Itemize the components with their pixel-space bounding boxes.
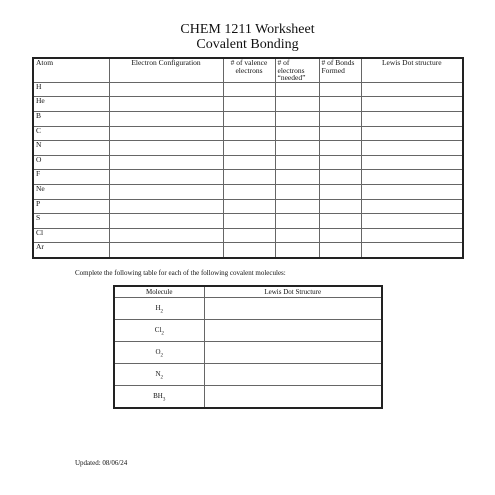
electron-config-cell[interactable] [109,155,223,170]
bonds-cell[interactable] [319,97,361,112]
molecule-subscript: 2 [160,309,164,315]
valence-cell[interactable] [223,141,275,156]
molecule-lewis-cell[interactable] [204,298,382,320]
header-atom: Atom [33,58,109,82]
atom-symbol-cell: Ne [33,184,109,199]
valence-cell[interactable] [223,82,275,97]
needed-cell[interactable] [275,126,319,141]
atom-row [33,82,463,97]
atom-row [33,214,463,229]
molecule-subscript: 2 [161,331,164,337]
atom-row [33,155,463,170]
bonds-cell[interactable] [319,199,361,214]
worksheet-subtitle: Covalent Bonding [196,37,299,52]
lewis-cell[interactable] [361,199,463,214]
electron-config-cell[interactable] [109,111,223,126]
atom-symbol-cell: H [33,82,109,97]
molecule-row [114,386,382,409]
lewis-cell[interactable] [361,214,463,229]
valence-cell[interactable] [223,199,275,214]
updated-date: Updated: 08/06/24 [75,459,128,467]
molecule-formula-cell [114,342,204,364]
header-lewis-dot-structure: Lewis Dot Structure [204,286,382,298]
needed-cell[interactable] [275,228,319,243]
valence-cell[interactable] [223,126,275,141]
bonds-cell[interactable] [319,111,361,126]
bonds-cell[interactable] [319,141,361,156]
atom-symbol-cell: N [33,141,109,156]
electron-config-cell[interactable] [109,141,223,156]
valence-cell[interactable] [223,155,275,170]
lewis-cell[interactable] [361,184,463,199]
atom-symbol-cell: S [33,214,109,229]
bonds-cell[interactable] [319,184,361,199]
molecule-table-header-row [114,286,382,298]
valence-cell[interactable] [223,97,275,112]
needed-cell[interactable] [275,170,319,185]
needed-cell[interactable] [275,97,319,112]
bonds-cell[interactable] [319,170,361,185]
atom-symbol-cell: F [33,170,109,185]
molecule-lewis-cell[interactable] [204,320,382,342]
valence-cell[interactable] [223,228,275,243]
valence-cell[interactable] [223,184,275,199]
valence-cell[interactable] [223,214,275,229]
molecule-formula: Cl [154,326,162,335]
header-valence-electrons: # of valence electrons [223,58,275,82]
atom-symbol-cell: O [33,155,109,170]
electron-config-cell[interactable] [109,184,223,199]
atom-table [32,57,464,259]
atom-row [33,228,463,243]
molecule-subscript: 3 [162,397,166,403]
molecule-formula: N [155,370,161,379]
lewis-cell[interactable] [361,155,463,170]
bonds-cell[interactable] [319,214,361,229]
molecule-table [113,285,383,409]
needed-cell[interactable] [275,155,319,170]
atom-row [33,199,463,214]
atom-symbol-cell: P [33,199,109,214]
lewis-cell[interactable] [361,243,463,258]
worksheet-title: CHEM 1211 Worksheet [180,22,315,37]
electron-config-cell[interactable] [109,199,223,214]
electron-config-cell[interactable] [109,82,223,97]
bonds-cell[interactable] [319,82,361,97]
lewis-cell[interactable] [361,82,463,97]
lewis-cell[interactable] [361,170,463,185]
molecule-lewis-cell[interactable] [204,364,382,386]
molecule-subscript: 2 [160,353,164,359]
needed-cell[interactable] [275,184,319,199]
molecule-row [114,364,382,386]
header-lewis-dot: Lewis Dot structure [361,58,463,82]
bonds-cell[interactable] [319,126,361,141]
molecule-formula-cell [114,364,204,386]
molecule-row [114,298,382,320]
electron-config-cell[interactable] [109,170,223,185]
atom-symbol-cell: Ar [33,243,109,258]
bonds-cell[interactable] [319,228,361,243]
needed-cell[interactable] [275,82,319,97]
lewis-cell[interactable] [361,97,463,112]
atom-row [33,126,463,141]
needed-cell[interactable] [275,214,319,229]
valence-cell[interactable] [223,170,275,185]
molecule-formula-cell [114,298,204,320]
header-electrons-needed: # of electrons “needed” [275,58,319,82]
needed-cell[interactable] [275,141,319,156]
molecule-formula: BH [153,392,163,401]
bonds-cell[interactable] [319,243,361,258]
electron-config-cell[interactable] [109,228,223,243]
molecule-row [114,342,382,364]
needed-cell[interactable] [275,199,319,214]
valence-cell[interactable] [223,111,275,126]
atom-row [33,243,463,258]
atom-symbol-cell: Cl [33,228,109,243]
atom-row [33,111,463,126]
header-molecule: Molecule [114,286,204,298]
molecule-subscript: 2 [160,375,164,381]
instruction-text: Complete the following table for each of the following covalent molecules: [75,269,286,277]
molecule-lewis-cell[interactable] [204,386,382,409]
header-bonds-formed: # of Bonds Formed [319,58,361,82]
atom-row [33,141,463,156]
header-electron-configuration: Electron Configuration [109,58,223,82]
atom-symbol-cell: C [33,126,109,141]
electron-config-cell[interactable] [109,97,223,112]
electron-config-cell[interactable] [109,243,223,258]
needed-cell[interactable] [275,111,319,126]
atom-symbol-cell: He [33,97,109,112]
bonds-cell[interactable] [319,155,361,170]
molecule-formula-cell [114,386,204,409]
atom-row [33,97,463,112]
molecule-formula-cell [114,320,204,342]
atom-row [33,184,463,199]
lewis-cell[interactable] [361,228,463,243]
valence-cell[interactable] [223,243,275,258]
lewis-cell[interactable] [361,126,463,141]
atom-row [33,170,463,185]
molecule-formula: O [155,348,161,357]
needed-cell[interactable] [275,243,319,258]
molecule-lewis-cell[interactable] [204,342,382,364]
atom-symbol-cell: B [33,111,109,126]
electron-config-cell[interactable] [109,126,223,141]
lewis-cell[interactable] [361,111,463,126]
molecule-formula: H [155,304,161,313]
molecule-row [114,320,382,342]
electron-config-cell[interactable] [109,214,223,229]
atom-table-header-row [33,58,463,82]
lewis-cell[interactable] [361,141,463,156]
